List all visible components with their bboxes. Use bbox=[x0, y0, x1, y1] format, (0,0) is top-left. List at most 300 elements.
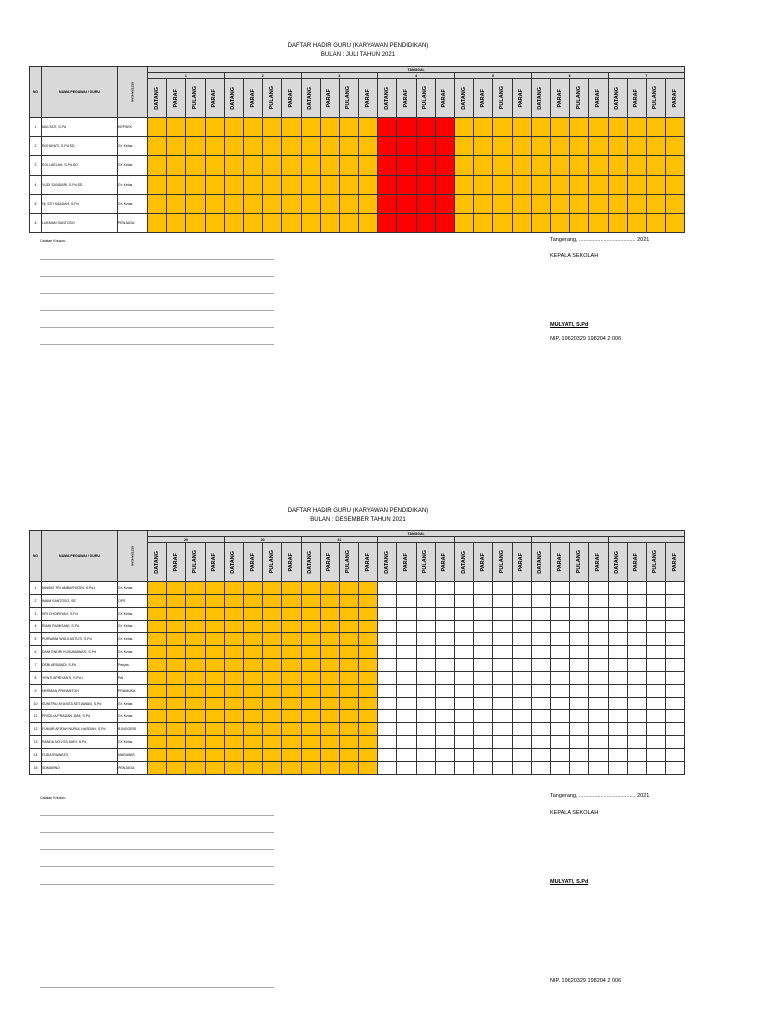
attendance-cell[interactable] bbox=[320, 194, 339, 213]
attendance-cell[interactable] bbox=[550, 671, 569, 684]
attendance-cell[interactable] bbox=[167, 175, 186, 194]
attendance-cell[interactable] bbox=[378, 594, 397, 607]
attendance-cell[interactable] bbox=[320, 175, 339, 194]
attendance-cell[interactable] bbox=[205, 213, 224, 232]
attendance-cell[interactable] bbox=[627, 594, 646, 607]
attendance-cell[interactable] bbox=[550, 710, 569, 723]
attendance-cell[interactable] bbox=[589, 156, 608, 175]
attendance-cell[interactable] bbox=[608, 659, 627, 672]
attendance-cell[interactable] bbox=[359, 156, 378, 175]
attendance-cell[interactable] bbox=[282, 137, 301, 156]
attendance-cell[interactable] bbox=[186, 710, 205, 723]
attendance-cell[interactable] bbox=[224, 213, 243, 232]
attendance-cell[interactable] bbox=[167, 633, 186, 646]
attendance-cell[interactable] bbox=[455, 607, 474, 620]
attendance-cell[interactable] bbox=[455, 194, 474, 213]
attendance-cell[interactable] bbox=[550, 723, 569, 736]
attendance-cell[interactable] bbox=[243, 607, 262, 620]
attendance-cell[interactable] bbox=[455, 671, 474, 684]
attendance-cell[interactable] bbox=[224, 697, 243, 710]
attendance-cell[interactable] bbox=[224, 646, 243, 659]
attendance-cell[interactable] bbox=[512, 156, 531, 175]
attendance-cell[interactable] bbox=[301, 175, 320, 194]
attendance-cell[interactable] bbox=[224, 748, 243, 761]
attendance-cell[interactable] bbox=[666, 697, 685, 710]
attendance-cell[interactable] bbox=[666, 748, 685, 761]
attendance-cell[interactable] bbox=[378, 736, 397, 749]
attendance-cell[interactable] bbox=[589, 748, 608, 761]
attendance-cell[interactable] bbox=[589, 736, 608, 749]
attendance-cell[interactable] bbox=[608, 761, 627, 774]
attendance-cell[interactable] bbox=[186, 620, 205, 633]
attendance-cell[interactable] bbox=[397, 723, 416, 736]
attendance-cell[interactable] bbox=[263, 633, 282, 646]
attendance-cell[interactable] bbox=[608, 607, 627, 620]
attendance-cell[interactable] bbox=[608, 582, 627, 595]
attendance-cell[interactable] bbox=[263, 213, 282, 232]
attendance-cell[interactable] bbox=[435, 659, 454, 672]
attendance-cell[interactable] bbox=[493, 194, 512, 213]
attendance-cell[interactable] bbox=[550, 175, 569, 194]
attendance-cell[interactable] bbox=[608, 213, 627, 232]
attendance-cell[interactable] bbox=[608, 137, 627, 156]
attendance-cell[interactable] bbox=[378, 633, 397, 646]
attendance-cell[interactable] bbox=[301, 118, 320, 137]
attendance-cell[interactable] bbox=[570, 723, 589, 736]
attendance-cell[interactable] bbox=[570, 671, 589, 684]
attendance-cell[interactable] bbox=[339, 697, 358, 710]
attendance-cell[interactable] bbox=[224, 659, 243, 672]
attendance-cell[interactable] bbox=[608, 684, 627, 697]
attendance-cell[interactable] bbox=[570, 156, 589, 175]
attendance-cell[interactable] bbox=[608, 697, 627, 710]
attendance-cell[interactable] bbox=[205, 723, 224, 736]
attendance-cell[interactable] bbox=[339, 761, 358, 774]
attendance-cell[interactable] bbox=[608, 594, 627, 607]
attendance-cell[interactable] bbox=[646, 156, 665, 175]
attendance-cell[interactable] bbox=[359, 659, 378, 672]
attendance-cell[interactable] bbox=[455, 659, 474, 672]
attendance-cell[interactable] bbox=[148, 710, 167, 723]
attendance-cell[interactable] bbox=[359, 697, 378, 710]
attendance-cell[interactable] bbox=[243, 175, 262, 194]
attendance-cell[interactable] bbox=[435, 213, 454, 232]
attendance-cell[interactable] bbox=[474, 118, 493, 137]
attendance-cell[interactable] bbox=[416, 582, 435, 595]
attendance-cell[interactable] bbox=[666, 684, 685, 697]
attendance-cell[interactable] bbox=[359, 594, 378, 607]
attendance-cell[interactable] bbox=[512, 582, 531, 595]
attendance-cell[interactable] bbox=[148, 697, 167, 710]
attendance-cell[interactable] bbox=[474, 723, 493, 736]
attendance-cell[interactable] bbox=[205, 736, 224, 749]
attendance-cell[interactable] bbox=[435, 118, 454, 137]
attendance-cell[interactable] bbox=[186, 582, 205, 595]
attendance-cell[interactable] bbox=[666, 137, 685, 156]
attendance-cell[interactable] bbox=[493, 761, 512, 774]
attendance-cell[interactable] bbox=[378, 620, 397, 633]
attendance-cell[interactable] bbox=[646, 582, 665, 595]
attendance-cell[interactable] bbox=[243, 697, 262, 710]
attendance-cell[interactable] bbox=[493, 659, 512, 672]
attendance-cell[interactable] bbox=[570, 194, 589, 213]
attendance-cell[interactable] bbox=[148, 607, 167, 620]
attendance-cell[interactable] bbox=[646, 748, 665, 761]
attendance-cell[interactable] bbox=[378, 582, 397, 595]
attendance-cell[interactable] bbox=[339, 620, 358, 633]
attendance-cell[interactable] bbox=[397, 684, 416, 697]
attendance-cell[interactable] bbox=[550, 659, 569, 672]
attendance-cell[interactable] bbox=[243, 723, 262, 736]
attendance-cell[interactable] bbox=[589, 213, 608, 232]
attendance-cell[interactable] bbox=[378, 137, 397, 156]
attendance-cell[interactable] bbox=[148, 748, 167, 761]
attendance-cell[interactable] bbox=[474, 684, 493, 697]
attendance-cell[interactable] bbox=[282, 710, 301, 723]
attendance-cell[interactable] bbox=[205, 118, 224, 137]
attendance-cell[interactable] bbox=[205, 659, 224, 672]
attendance-cell[interactable] bbox=[378, 175, 397, 194]
attendance-cell[interactable] bbox=[282, 646, 301, 659]
attendance-cell[interactable] bbox=[416, 710, 435, 723]
attendance-cell[interactable] bbox=[646, 761, 665, 774]
attendance-cell[interactable] bbox=[646, 710, 665, 723]
attendance-cell[interactable] bbox=[224, 137, 243, 156]
attendance-cell[interactable] bbox=[397, 761, 416, 774]
attendance-cell[interactable] bbox=[282, 736, 301, 749]
attendance-cell[interactable] bbox=[550, 684, 569, 697]
attendance-cell[interactable] bbox=[339, 723, 358, 736]
attendance-cell[interactable] bbox=[474, 175, 493, 194]
attendance-cell[interactable] bbox=[186, 723, 205, 736]
attendance-cell[interactable] bbox=[512, 633, 531, 646]
attendance-cell[interactable] bbox=[550, 646, 569, 659]
attendance-cell[interactable] bbox=[301, 723, 320, 736]
attendance-cell[interactable] bbox=[512, 710, 531, 723]
attendance-cell[interactable] bbox=[359, 748, 378, 761]
attendance-cell[interactable] bbox=[167, 710, 186, 723]
attendance-cell[interactable] bbox=[666, 607, 685, 620]
attendance-cell[interactable] bbox=[512, 594, 531, 607]
attendance-cell[interactable] bbox=[512, 194, 531, 213]
attendance-cell[interactable] bbox=[243, 684, 262, 697]
attendance-cell[interactable] bbox=[570, 633, 589, 646]
attendance-cell[interactable] bbox=[493, 594, 512, 607]
attendance-cell[interactable] bbox=[167, 671, 186, 684]
attendance-cell[interactable] bbox=[550, 697, 569, 710]
attendance-cell[interactable] bbox=[397, 633, 416, 646]
attendance-cell[interactable] bbox=[282, 633, 301, 646]
attendance-cell[interactable] bbox=[455, 736, 474, 749]
attendance-cell[interactable] bbox=[359, 710, 378, 723]
attendance-cell[interactable] bbox=[493, 175, 512, 194]
attendance-cell[interactable] bbox=[570, 736, 589, 749]
attendance-cell[interactable] bbox=[646, 659, 665, 672]
attendance-cell[interactable] bbox=[205, 620, 224, 633]
attendance-cell[interactable] bbox=[397, 659, 416, 672]
attendance-cell[interactable] bbox=[493, 684, 512, 697]
attendance-cell[interactable] bbox=[666, 671, 685, 684]
attendance-cell[interactable] bbox=[455, 761, 474, 774]
attendance-cell[interactable] bbox=[263, 748, 282, 761]
attendance-cell[interactable] bbox=[359, 582, 378, 595]
attendance-cell[interactable] bbox=[224, 175, 243, 194]
attendance-cell[interactable] bbox=[416, 646, 435, 659]
attendance-cell[interactable] bbox=[570, 213, 589, 232]
attendance-cell[interactable] bbox=[378, 748, 397, 761]
attendance-cell[interactable] bbox=[455, 646, 474, 659]
attendance-cell[interactable] bbox=[589, 646, 608, 659]
attendance-cell[interactable] bbox=[455, 697, 474, 710]
attendance-cell[interactable] bbox=[666, 736, 685, 749]
attendance-cell[interactable] bbox=[378, 761, 397, 774]
attendance-cell[interactable] bbox=[512, 646, 531, 659]
attendance-cell[interactable] bbox=[205, 137, 224, 156]
attendance-cell[interactable] bbox=[416, 594, 435, 607]
attendance-cell[interactable] bbox=[474, 646, 493, 659]
attendance-cell[interactable] bbox=[167, 582, 186, 595]
attendance-cell[interactable] bbox=[435, 761, 454, 774]
attendance-cell[interactable] bbox=[282, 659, 301, 672]
attendance-cell[interactable] bbox=[531, 710, 550, 723]
attendance-cell[interactable] bbox=[416, 118, 435, 137]
attendance-cell[interactable] bbox=[301, 194, 320, 213]
attendance-cell[interactable] bbox=[666, 620, 685, 633]
attendance-cell[interactable] bbox=[570, 748, 589, 761]
attendance-cell[interactable] bbox=[570, 607, 589, 620]
attendance-cell[interactable] bbox=[627, 156, 646, 175]
attendance-cell[interactable] bbox=[224, 761, 243, 774]
attendance-cell[interactable] bbox=[282, 620, 301, 633]
attendance-cell[interactable] bbox=[512, 607, 531, 620]
attendance-cell[interactable] bbox=[320, 736, 339, 749]
attendance-cell[interactable] bbox=[263, 671, 282, 684]
attendance-cell[interactable] bbox=[378, 697, 397, 710]
attendance-cell[interactable] bbox=[646, 646, 665, 659]
attendance-cell[interactable] bbox=[263, 607, 282, 620]
attendance-cell[interactable] bbox=[493, 607, 512, 620]
attendance-cell[interactable] bbox=[589, 137, 608, 156]
attendance-cell[interactable] bbox=[550, 736, 569, 749]
attendance-cell[interactable] bbox=[435, 594, 454, 607]
attendance-cell[interactable] bbox=[397, 118, 416, 137]
attendance-cell[interactable] bbox=[205, 671, 224, 684]
attendance-cell[interactable] bbox=[455, 118, 474, 137]
attendance-cell[interactable] bbox=[301, 582, 320, 595]
attendance-cell[interactable] bbox=[627, 723, 646, 736]
attendance-cell[interactable] bbox=[589, 118, 608, 137]
attendance-cell[interactable] bbox=[474, 697, 493, 710]
attendance-cell[interactable] bbox=[282, 175, 301, 194]
attendance-cell[interactable] bbox=[301, 156, 320, 175]
attendance-cell[interactable] bbox=[359, 723, 378, 736]
attendance-cell[interactable] bbox=[416, 213, 435, 232]
attendance-cell[interactable] bbox=[608, 175, 627, 194]
attendance-cell[interactable] bbox=[531, 137, 550, 156]
attendance-cell[interactable] bbox=[627, 582, 646, 595]
attendance-cell[interactable] bbox=[531, 723, 550, 736]
attendance-cell[interactable] bbox=[608, 723, 627, 736]
attendance-cell[interactable] bbox=[493, 137, 512, 156]
attendance-cell[interactable] bbox=[435, 582, 454, 595]
attendance-cell[interactable] bbox=[359, 194, 378, 213]
attendance-cell[interactable] bbox=[531, 582, 550, 595]
attendance-cell[interactable] bbox=[205, 175, 224, 194]
attendance-cell[interactable] bbox=[493, 646, 512, 659]
attendance-cell[interactable] bbox=[397, 582, 416, 595]
attendance-cell[interactable] bbox=[167, 646, 186, 659]
attendance-cell[interactable] bbox=[224, 582, 243, 595]
attendance-cell[interactable] bbox=[186, 156, 205, 175]
attendance-cell[interactable] bbox=[627, 671, 646, 684]
attendance-cell[interactable] bbox=[435, 156, 454, 175]
attendance-cell[interactable] bbox=[646, 137, 665, 156]
attendance-cell[interactable] bbox=[435, 175, 454, 194]
attendance-cell[interactable] bbox=[416, 684, 435, 697]
attendance-cell[interactable] bbox=[570, 761, 589, 774]
attendance-cell[interactable] bbox=[243, 659, 262, 672]
attendance-cell[interactable] bbox=[224, 684, 243, 697]
attendance-cell[interactable] bbox=[416, 175, 435, 194]
attendance-cell[interactable] bbox=[148, 646, 167, 659]
attendance-cell[interactable] bbox=[148, 594, 167, 607]
attendance-cell[interactable] bbox=[359, 137, 378, 156]
attendance-cell[interactable] bbox=[531, 646, 550, 659]
attendance-cell[interactable] bbox=[666, 175, 685, 194]
attendance-cell[interactable] bbox=[512, 118, 531, 137]
attendance-cell[interactable] bbox=[167, 194, 186, 213]
attendance-cell[interactable] bbox=[493, 620, 512, 633]
attendance-cell[interactable] bbox=[435, 620, 454, 633]
attendance-cell[interactable] bbox=[570, 137, 589, 156]
attendance-cell[interactable] bbox=[589, 723, 608, 736]
attendance-cell[interactable] bbox=[550, 607, 569, 620]
attendance-cell[interactable] bbox=[397, 594, 416, 607]
attendance-cell[interactable] bbox=[589, 671, 608, 684]
attendance-cell[interactable] bbox=[455, 633, 474, 646]
attendance-cell[interactable] bbox=[224, 156, 243, 175]
attendance-cell[interactable] bbox=[531, 671, 550, 684]
attendance-cell[interactable] bbox=[378, 118, 397, 137]
attendance-cell[interactable] bbox=[224, 594, 243, 607]
attendance-cell[interactable] bbox=[627, 175, 646, 194]
attendance-cell[interactable] bbox=[435, 748, 454, 761]
attendance-cell[interactable] bbox=[301, 748, 320, 761]
attendance-cell[interactable] bbox=[512, 761, 531, 774]
attendance-cell[interactable] bbox=[167, 137, 186, 156]
attendance-cell[interactable] bbox=[666, 633, 685, 646]
attendance-cell[interactable] bbox=[205, 748, 224, 761]
attendance-cell[interactable] bbox=[243, 194, 262, 213]
attendance-cell[interactable] bbox=[243, 594, 262, 607]
attendance-cell[interactable] bbox=[186, 646, 205, 659]
attendance-cell[interactable] bbox=[301, 697, 320, 710]
attendance-cell[interactable] bbox=[550, 748, 569, 761]
attendance-cell[interactable] bbox=[397, 175, 416, 194]
attendance-cell[interactable] bbox=[550, 137, 569, 156]
attendance-cell[interactable] bbox=[263, 659, 282, 672]
attendance-cell[interactable] bbox=[224, 118, 243, 137]
attendance-cell[interactable] bbox=[435, 646, 454, 659]
attendance-cell[interactable] bbox=[570, 118, 589, 137]
attendance-cell[interactable] bbox=[435, 607, 454, 620]
attendance-cell[interactable] bbox=[608, 156, 627, 175]
attendance-cell[interactable] bbox=[455, 156, 474, 175]
attendance-cell[interactable] bbox=[627, 697, 646, 710]
attendance-cell[interactable] bbox=[512, 620, 531, 633]
attendance-cell[interactable] bbox=[320, 659, 339, 672]
attendance-cell[interactable] bbox=[339, 582, 358, 595]
attendance-cell[interactable] bbox=[339, 736, 358, 749]
attendance-cell[interactable] bbox=[550, 118, 569, 137]
attendance-cell[interactable] bbox=[148, 633, 167, 646]
attendance-cell[interactable] bbox=[339, 194, 358, 213]
attendance-cell[interactable] bbox=[550, 156, 569, 175]
attendance-cell[interactable] bbox=[666, 761, 685, 774]
attendance-cell[interactable] bbox=[339, 684, 358, 697]
attendance-cell[interactable] bbox=[589, 582, 608, 595]
attendance-cell[interactable] bbox=[320, 761, 339, 774]
attendance-cell[interactable] bbox=[397, 671, 416, 684]
attendance-cell[interactable] bbox=[378, 723, 397, 736]
attendance-cell[interactable] bbox=[550, 194, 569, 213]
attendance-cell[interactable] bbox=[589, 659, 608, 672]
attendance-cell[interactable] bbox=[627, 748, 646, 761]
attendance-cell[interactable] bbox=[339, 659, 358, 672]
attendance-cell[interactable] bbox=[666, 594, 685, 607]
attendance-cell[interactable] bbox=[263, 710, 282, 723]
attendance-cell[interactable] bbox=[608, 620, 627, 633]
attendance-cell[interactable] bbox=[608, 710, 627, 723]
attendance-cell[interactable] bbox=[243, 671, 262, 684]
attendance-cell[interactable] bbox=[282, 118, 301, 137]
attendance-cell[interactable] bbox=[243, 582, 262, 595]
attendance-cell[interactable] bbox=[666, 582, 685, 595]
attendance-cell[interactable] bbox=[339, 671, 358, 684]
attendance-cell[interactable] bbox=[359, 213, 378, 232]
attendance-cell[interactable] bbox=[205, 697, 224, 710]
attendance-cell[interactable] bbox=[263, 582, 282, 595]
attendance-cell[interactable] bbox=[378, 646, 397, 659]
attendance-cell[interactable] bbox=[339, 710, 358, 723]
attendance-cell[interactable] bbox=[646, 194, 665, 213]
attendance-cell[interactable] bbox=[243, 213, 262, 232]
attendance-cell[interactable] bbox=[455, 684, 474, 697]
attendance-cell[interactable] bbox=[416, 607, 435, 620]
attendance-cell[interactable] bbox=[550, 594, 569, 607]
attendance-cell[interactable] bbox=[263, 684, 282, 697]
attendance-cell[interactable] bbox=[378, 607, 397, 620]
attendance-cell[interactable] bbox=[435, 633, 454, 646]
attendance-cell[interactable] bbox=[301, 659, 320, 672]
attendance-cell[interactable] bbox=[416, 659, 435, 672]
attendance-cell[interactable] bbox=[282, 194, 301, 213]
attendance-cell[interactable] bbox=[666, 659, 685, 672]
attendance-cell[interactable] bbox=[205, 710, 224, 723]
attendance-cell[interactable] bbox=[646, 633, 665, 646]
attendance-cell[interactable] bbox=[263, 620, 282, 633]
attendance-cell[interactable] bbox=[474, 582, 493, 595]
attendance-cell[interactable] bbox=[627, 194, 646, 213]
attendance-cell[interactable] bbox=[205, 646, 224, 659]
attendance-cell[interactable] bbox=[186, 137, 205, 156]
attendance-cell[interactable] bbox=[263, 697, 282, 710]
attendance-cell[interactable] bbox=[282, 213, 301, 232]
attendance-cell[interactable] bbox=[186, 213, 205, 232]
attendance-cell[interactable] bbox=[416, 137, 435, 156]
attendance-cell[interactable] bbox=[339, 175, 358, 194]
attendance-cell[interactable] bbox=[224, 633, 243, 646]
